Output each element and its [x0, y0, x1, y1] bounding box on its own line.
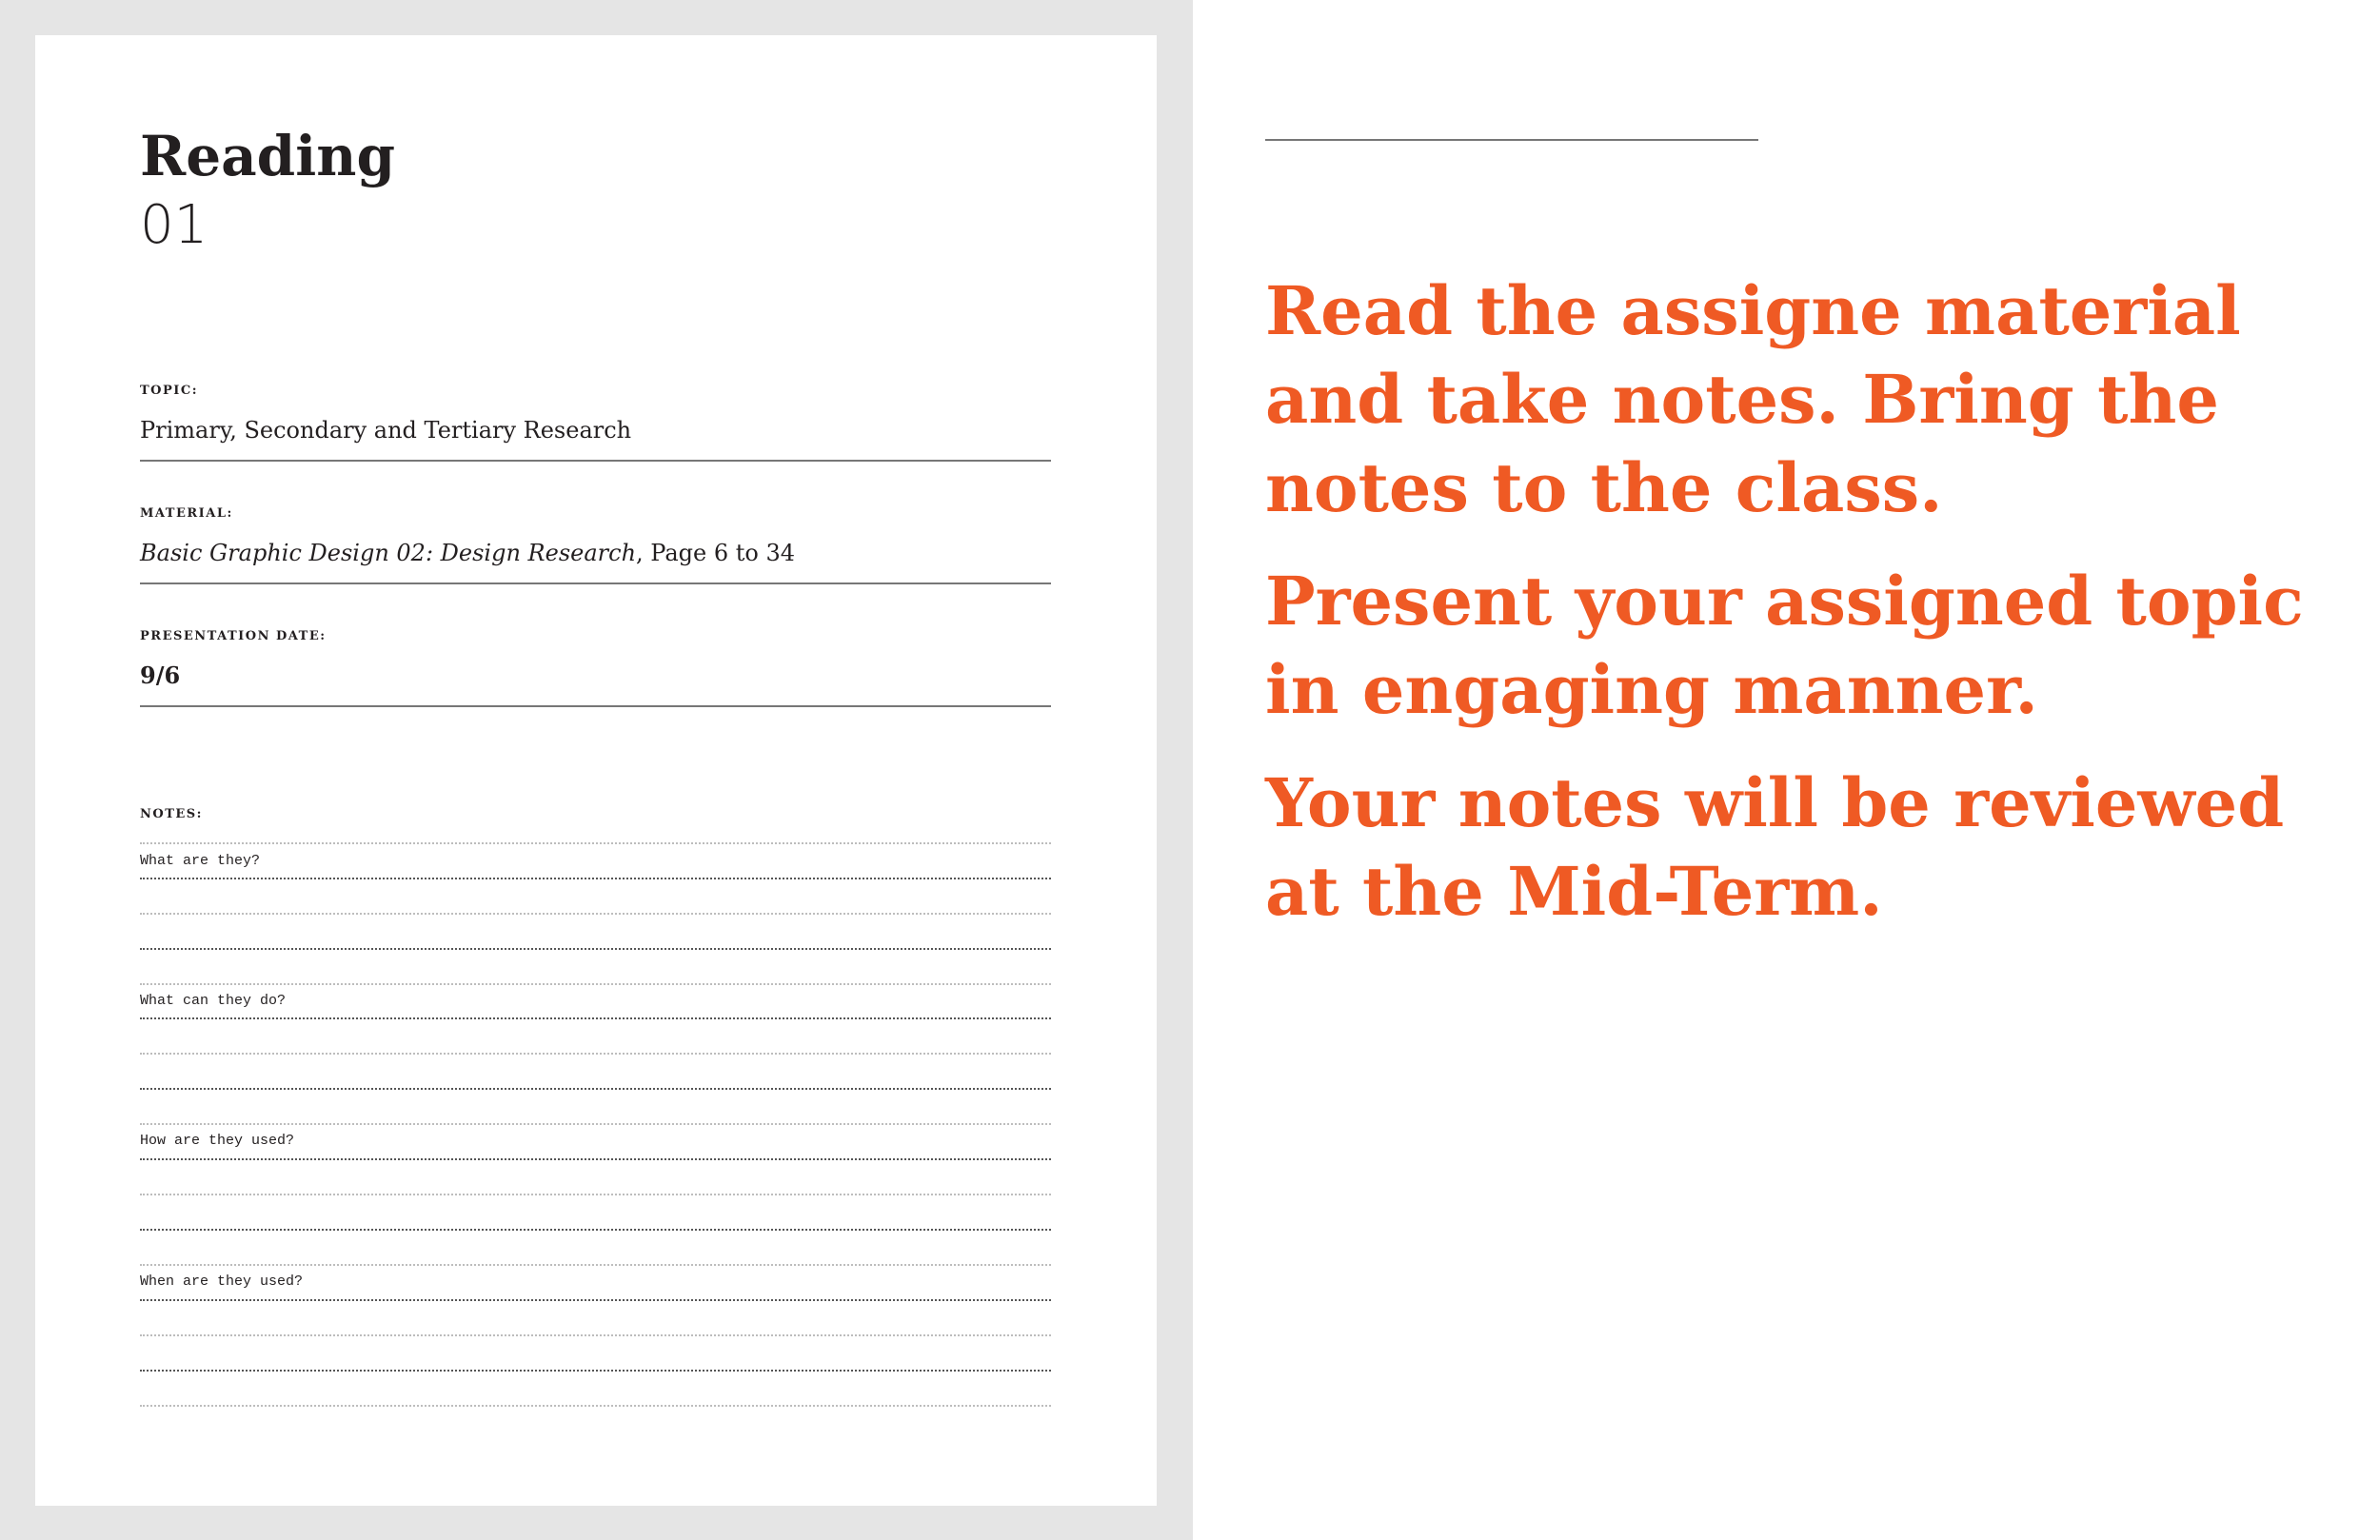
instructions-block	[1265, 267, 2360, 960]
material-value	[140, 540, 795, 567]
presentation-date-label: PRESENTATION DATE:	[140, 629, 327, 643]
material-title: Basic Graphic Design 02: Design Research	[140, 540, 637, 566]
material-pages: , Page 6 to 34	[636, 540, 796, 566]
note-line	[140, 948, 1051, 950]
note-line	[140, 1299, 1051, 1301]
material-label: MATERIAL:	[140, 506, 233, 521]
worksheet-page	[35, 35, 1157, 1506]
divider	[1265, 139, 1758, 141]
note-line	[140, 983, 1051, 985]
note-line	[140, 1123, 1051, 1125]
note-line	[140, 1405, 1051, 1407]
note-line	[140, 1017, 1051, 1019]
topic-field	[140, 385, 1051, 462]
note-line	[140, 842, 1051, 844]
note-line	[140, 1370, 1051, 1372]
note-line	[140, 1229, 1051, 1231]
topic-value: Primary, Secondary and Tertiary Research	[140, 417, 632, 444]
question-what-are-they: What are they?	[140, 853, 261, 869]
note-line	[140, 913, 1051, 915]
presentation-date-field	[140, 630, 1051, 707]
note-line	[140, 1158, 1051, 1160]
note-line	[140, 1334, 1051, 1336]
notes-label: NOTES:	[140, 807, 203, 821]
note-line	[140, 1194, 1051, 1195]
note-line	[140, 878, 1051, 879]
question-when-are-they-used: When are they used?	[140, 1273, 304, 1290]
question-how-are-they-used: How are they used?	[140, 1133, 295, 1149]
note-line	[140, 1088, 1051, 1090]
worksheet-title: Reading	[140, 124, 395, 188]
question-what-can-they-do: What can they do?	[140, 993, 287, 1009]
instruction-notes-reviewed: Your notes will be reviewed at the Mid-Term.	[1265, 763, 2285, 931]
material-field	[140, 507, 1051, 584]
presentation-date-value: 9/6	[140, 661, 181, 689]
note-line	[140, 1264, 1051, 1266]
instruction-read-material: Read the assigne material and take notes. Bring the notes to the class.	[1265, 271, 2241, 527]
reading-number: 01	[140, 194, 208, 256]
note-line	[140, 1053, 1051, 1055]
topic-label: TOPIC:	[140, 384, 198, 398]
instruction-present-topic: Present your assigned topic in engaging manner.	[1265, 562, 2304, 729]
